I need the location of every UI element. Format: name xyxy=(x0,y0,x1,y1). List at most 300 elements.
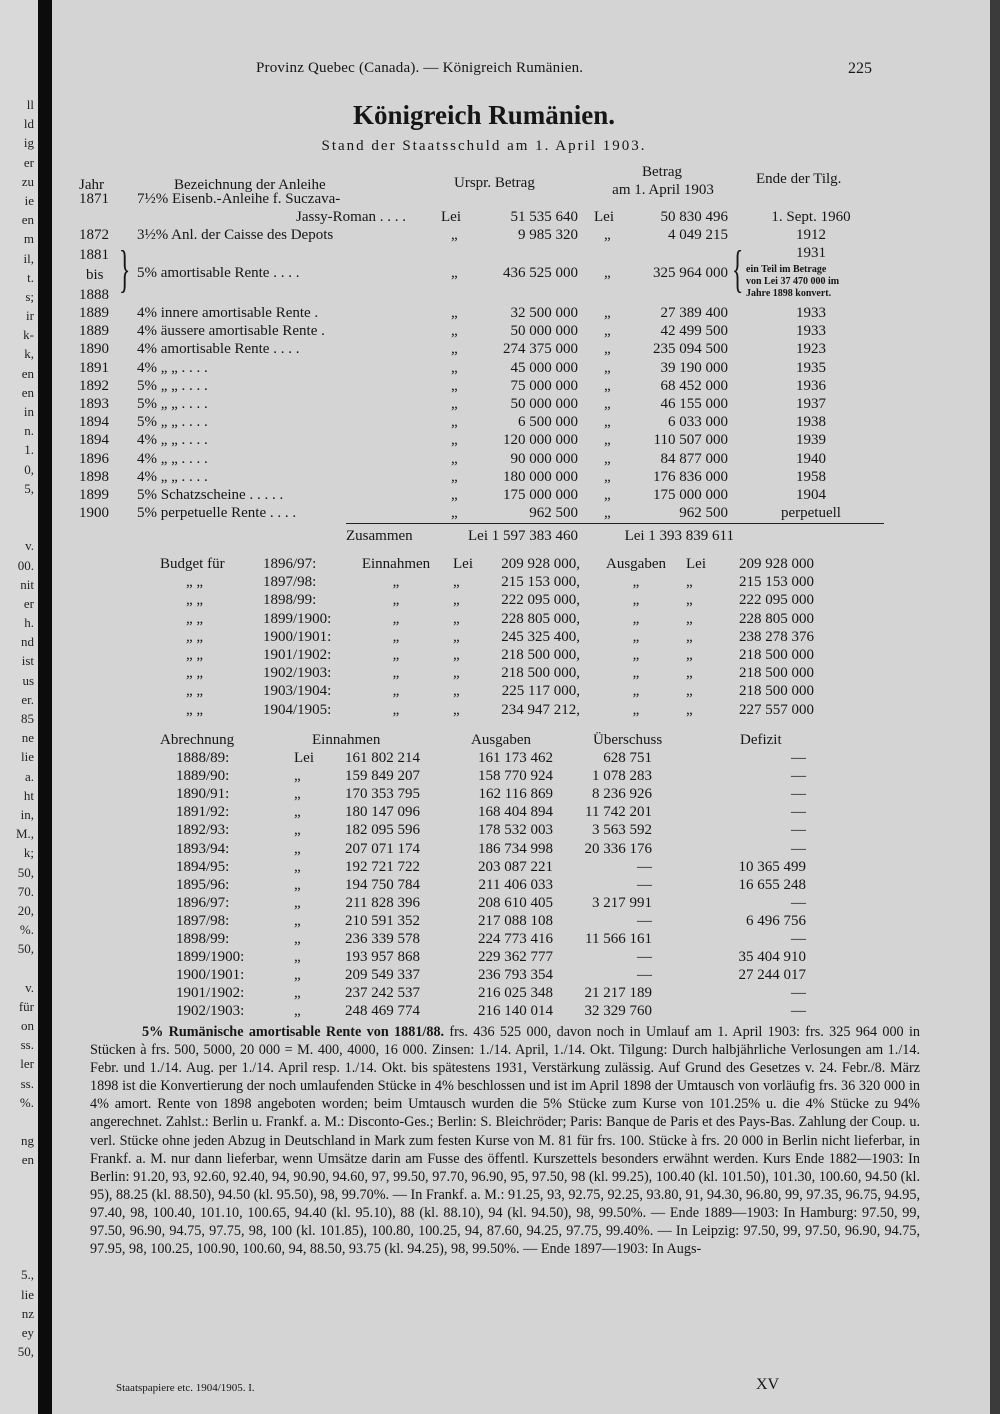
accounts-revenue: 170 353 795 xyxy=(345,786,420,803)
margin-fragment: h. xyxy=(24,615,34,631)
conversion-note-3: Jahre 1898 konvert. xyxy=(746,288,832,299)
col-header-expenses: Ausgaben xyxy=(471,732,531,748)
debt-row-designation: 5% „ „ . . . . xyxy=(137,396,208,412)
budget-revenue-label: „ xyxy=(392,647,400,663)
accounts-currency: „ xyxy=(294,786,301,803)
accounts-expenses: 186 734 998 xyxy=(478,840,553,857)
margin-fragment: ss. xyxy=(20,1037,34,1053)
debt-row-currency-2: „ xyxy=(604,468,611,485)
margin-fragment xyxy=(0,517,34,536)
debt-row-amount: 176 836 000 xyxy=(653,468,728,485)
budget-expenses: 238 278 376 xyxy=(739,628,814,645)
margin-fragment xyxy=(0,1208,34,1227)
budget-expenses-label: „ xyxy=(632,665,640,682)
brace-row-desc: 5% amortisable Rente . . . . xyxy=(137,265,300,281)
accounts-expenses: 224 773 416 xyxy=(478,931,553,947)
budget-ditto: „ „ xyxy=(186,610,204,627)
accounts-revenue: 237 242 537 xyxy=(345,985,420,1002)
budget-expenses-label: „ xyxy=(632,701,640,718)
margin-fragment: ht xyxy=(23,787,34,803)
debt-row-year: 1891 xyxy=(79,359,109,376)
budget-ditto: „ „ xyxy=(186,592,204,609)
debt-row-end: 1937 xyxy=(796,396,826,412)
accounts-currency: „ xyxy=(294,768,301,785)
debt-row-amount: 42 499 500 xyxy=(660,323,728,340)
budget-revenue-currency: „ xyxy=(453,701,460,718)
page-title: Königreich Rumänien. xyxy=(352,100,616,130)
accounts-deficit: 6 496 756 xyxy=(746,912,806,929)
budget-revenue-currency: „ xyxy=(453,592,460,609)
accounts-revenue: 207 071 174 xyxy=(345,840,420,857)
accounts-surplus: 8 236 926 xyxy=(592,786,652,803)
col-header-designation: Bezeichnung der Anleihe xyxy=(174,177,326,193)
margin-fragment: s; xyxy=(25,288,34,304)
accounts-expenses: 236 793 354 xyxy=(478,967,553,984)
col-header-year: Jahr xyxy=(79,177,104,193)
total-amount: Lei 1 393 839 611 xyxy=(624,528,734,544)
debt-row-currency: „ xyxy=(451,505,458,522)
budget-expenses-label: „ xyxy=(632,610,640,627)
budget-expenses: 228 805 000 xyxy=(739,610,814,627)
margin-fragment: ie xyxy=(24,192,34,208)
margin-fragment: m xyxy=(23,231,34,247)
debt-row-amount: 235 094 500 xyxy=(653,341,728,358)
brace-year-start: 1881 xyxy=(79,247,109,263)
previous-page-margin xyxy=(0,95,34,1361)
debt-row-currency: „ xyxy=(451,341,458,358)
debt-row-year: 1872 xyxy=(79,227,109,243)
margin-fragment: er. xyxy=(21,691,34,707)
accounts-expenses: 229 362 777 xyxy=(478,949,553,966)
accounts-surplus: 11 566 161 xyxy=(585,931,652,947)
accounts-revenue: 180 147 096 xyxy=(345,804,420,821)
paragraph-body: frs. 436 525 000, davon noch in Umlauf am 1. April 1903: frs. 325 964 000 in Stücken à frs. 500, 5000, 20 000 = M. 400, 4000, 16 000. Zinsen: 1./14. April, 1./14. Okt. Tilgung: Durch halbjährliche Verlosungen am 1./14. Febr. und 1./14. Aug. per 1./14. April resp. 1./14. Okt. bis spätestens 1931, Verstärkung zulässig. Auf Grund des Gesetzes v. 24. Febr./8. März 1898 ist die Konvertierung der noch umlaufenden Stücke in 4% beschlossen und ist im April 1898 der Umtausch von vorläufig frs. 36 320 000 in 4% amort. Rente von 1898 angeboten worden; beim Umtausch wurden die 5% Stücke zum Kurse von 101.25% u. die 4% Stücke zu 94% angerechnet. Zahlst.: Berlin u. Frankf. a. M.: Disconto-Ges.; Berlin: S. Bleichröder; Paris: Banque de Paris et des Pays-Bas. Zahlung der Coup. u. verl. Stücke ohne jeden Abzug in Deutschland in Mark zum festen Kurse von M. 81 für frs. 100. Stücke à frs. 20 000 in Berlin nicht lieferbar, in Frankf. a. M. nur dann lieferbar, wenn Umsätze darin am Fusse des öffentl. Kurszettels besonders erwähnt werden. Kurs Ende 1882—1903: In Berlin: 91.20, 93, 92.60, 92.40, 94, 90.90, 94.60, 97, 99.50, 97.70, 96.90, 95, 97.50, 98 (kl. 99.25), 100.40 (kl. 101.50), 101.30, 100.60, 94.50 (kl. 95), 88.25 (kl. 88.50), 94.50 (kl. 95.50), 98, 99.70%. — In Frankf. a. M.: 91.25, 93, 92.75, 92.25, 93.80, 91, 94.30, 96.80, 99, 97.35, 96.75, 94.95, 97.40, 98, 100.40, 101.10, 100.65, 94.40 (kl. 95.10), 88 (kl. 88.10), 94 (kl. 94.50), 98, 99.50%. — Ende 1889—1903: In Hamburg: 97.50, 99, 97.50, 96.90, 94.75, 97.75, 98, 100 (kl. 101.85), 100.80, 100.25, 94, 87.60, 94.25, 97.75, 99.40%. — In Leipzig: 97.50, 99, 97.50, 96.90, 94.75, 97.95, 98, 100.25, 100.90, 100.60, 94, 88.50, 93.75 (kl. 94.25), 98, 99.50%. — Ende 1897—1903: In Augs- xyxy=(90,1024,920,1258)
debt-row-year: 1894 xyxy=(79,432,109,449)
budget-expenses-currency: „ xyxy=(686,574,693,591)
debt-row-original: 274 375 000 xyxy=(503,341,578,358)
debt-row-original: 50 000 000 xyxy=(510,396,578,412)
col-header-amount-top: Betrag xyxy=(642,164,682,180)
margin-fragment: 5, xyxy=(24,480,34,496)
accounts-revenue: 211 828 396 xyxy=(345,894,420,911)
brace-row-amount: 325 964 000 xyxy=(653,265,728,281)
debt-row-designation: 4% „ „ . . . . xyxy=(137,450,208,467)
debt-row-end: 1958 xyxy=(796,468,826,485)
debt-row-currency-2: „ xyxy=(604,396,611,412)
debt-row-end: 1940 xyxy=(796,450,826,467)
accounts-period: 1892/93: xyxy=(176,822,230,839)
accounts-revenue: 193 957 868 xyxy=(345,949,420,966)
debt-row-currency: „ xyxy=(451,414,458,431)
accounts-revenue: 182 095 596 xyxy=(345,822,420,839)
debt-row-designation: 4% äussere amortisable Rente . xyxy=(137,323,325,340)
accounts-deficit: — xyxy=(791,1003,806,1020)
margin-fragment: 5., xyxy=(21,1267,34,1283)
accounts-deficit: — xyxy=(791,894,806,911)
margin-fragment: nit xyxy=(20,576,34,592)
accounts-expenses: 203 087 221 xyxy=(478,858,553,875)
margin-fragment: ng xyxy=(21,1133,34,1149)
margin-fragment: in xyxy=(23,404,34,419)
accounts-period: 1901/1902: xyxy=(176,985,245,1002)
accounts-currency: „ xyxy=(294,876,301,893)
debt-row-currency-2: Lei xyxy=(594,209,614,225)
accounts-currency: „ xyxy=(294,894,301,911)
debt-row-currency-2: „ xyxy=(604,359,611,376)
brace-year-mid: bis xyxy=(86,267,104,283)
budget-revenue-label: „ xyxy=(392,665,400,682)
budget-ditto: „ „ xyxy=(186,647,204,663)
accounts-surplus: — xyxy=(637,949,652,966)
budget-ditto: „ „ xyxy=(186,701,204,718)
accounts-deficit: 16 655 248 xyxy=(738,876,806,893)
debt-row-year: 1889 xyxy=(79,305,109,321)
debt-row-currency: „ xyxy=(451,432,458,449)
accounts-deficit: 10 365 499 xyxy=(738,858,806,875)
debt-row-year: 1893 xyxy=(79,396,109,412)
debt-row-designation: 5% perpetuelle Rente . . . . xyxy=(137,505,297,522)
debt-row-amount: 6 033 000 xyxy=(668,414,728,431)
debt-row-designation: Jassy-Roman . . . . xyxy=(296,209,406,225)
budget-revenue: 215 153 000, xyxy=(501,574,580,591)
budget-year: 1898/99: xyxy=(263,592,317,609)
accounts-period: 1899/1900: xyxy=(176,949,245,966)
budget-expenses: 218 500 000 xyxy=(739,683,814,700)
accounts-revenue: 159 849 207 xyxy=(345,768,420,785)
margin-fragment: %. xyxy=(19,1094,34,1110)
debt-row-currency-2: „ xyxy=(604,414,611,431)
budget-revenue-currency: „ xyxy=(453,574,460,591)
budget-year: 1903/1904: xyxy=(263,683,332,700)
budget-revenue: 209 928 000, xyxy=(501,556,580,572)
accounts-currency: „ xyxy=(294,1003,301,1020)
debt-row-currency-2: „ xyxy=(604,341,611,358)
budget-revenue: 245 325 400, xyxy=(501,628,580,645)
accounts-deficit: — xyxy=(791,822,806,839)
debt-row-currency-2: „ xyxy=(604,323,611,340)
debt-row-year: 1896 xyxy=(79,450,109,467)
col-header-end: Ende der Tilg. xyxy=(756,171,842,187)
accounts-surplus: 1 078 283 xyxy=(592,768,652,785)
debt-row-designation: 5% Schatzscheine . . . . . xyxy=(137,487,284,503)
debt-row-end: 1938 xyxy=(796,414,826,431)
debt-row-designation: 5% „ „ . . . . xyxy=(137,414,208,431)
debt-row-amount: 27 389 400 xyxy=(660,305,728,321)
margin-fragment: ld xyxy=(23,116,34,132)
accounts-surplus: 21 217 189 xyxy=(584,985,652,1002)
debt-row-original: 120 000 000 xyxy=(503,432,578,449)
accounts-revenue: 210 591 352 xyxy=(345,912,420,929)
margin-fragment xyxy=(0,1112,34,1131)
margin-fragment: ig xyxy=(23,135,34,151)
brace-row-end: 1931 xyxy=(796,245,826,261)
rente-paragraph xyxy=(90,1023,920,1258)
accounts-expenses: 208 610 405 xyxy=(478,894,553,911)
debt-row-currency-2: „ xyxy=(604,227,611,243)
debt-row-original: 6 500 000 xyxy=(518,414,578,431)
accounts-surplus: — xyxy=(637,858,652,875)
debt-row-currency-2: „ xyxy=(604,305,611,321)
debt-row-end: 1. Sept. 1960 xyxy=(771,209,851,225)
accounts-surplus: 3 563 592 xyxy=(592,822,652,839)
accounts-currency: „ xyxy=(294,840,301,857)
col-header-surplus: Überschuss xyxy=(593,732,663,748)
paragraph-heading: 5% Rumänische amortisable Rente von 1881/88. xyxy=(142,1024,445,1040)
accounts-expenses: 217 088 108 xyxy=(478,912,553,929)
budget-revenue-label: „ xyxy=(392,592,400,609)
debt-row-currency: „ xyxy=(451,377,458,394)
col-header-revenue: Einnahmen xyxy=(312,732,381,748)
margin-fragment xyxy=(0,1227,34,1246)
accounts-revenue: 236 339 578 xyxy=(345,931,420,947)
debt-row-end: 1939 xyxy=(796,432,826,449)
accounts-expenses: 158 770 924 xyxy=(478,768,553,785)
debt-row-end: 1933 xyxy=(796,323,826,340)
debt-row-currency: „ xyxy=(451,359,458,376)
debt-row-currency: Lei xyxy=(441,209,461,225)
debt-row-original: 75 000 000 xyxy=(510,377,578,394)
margin-fragment: 85 xyxy=(21,711,34,726)
budget-expenses-label: „ xyxy=(632,647,640,663)
accounts-period: 1891/92: xyxy=(176,804,230,821)
budget-year: 1899/1900: xyxy=(263,610,332,627)
document-page xyxy=(56,0,986,1414)
debt-row-end: 1935 xyxy=(796,359,826,376)
footer-signature: XV xyxy=(756,1376,780,1393)
debt-row-designation: 4% „ „ . . . . xyxy=(137,432,208,449)
margin-fragment: ss. xyxy=(20,1075,34,1091)
accounts-surplus: — xyxy=(637,967,652,984)
budget-expenses-currency: „ xyxy=(686,647,693,663)
accounts-surplus: 3 217 991 xyxy=(592,894,652,911)
debt-row-year: 1890 xyxy=(79,341,109,358)
margin-fragment: ler xyxy=(20,1056,34,1072)
debt-row-currency: „ xyxy=(451,227,458,243)
debt-row-currency: „ xyxy=(451,396,458,412)
margin-fragment xyxy=(0,1170,34,1189)
budget-expenses-label: „ xyxy=(632,574,640,591)
margin-fragment: 50, xyxy=(17,941,34,957)
total-label: Zusammen xyxy=(346,528,413,544)
total-rule xyxy=(346,523,884,524)
accounts-expenses: 161 173 462 xyxy=(478,750,553,766)
margin-fragment: lie xyxy=(21,749,34,765)
debt-row-end: 1936 xyxy=(796,377,826,394)
debt-row-end: 1912 xyxy=(796,227,826,243)
accounts-expenses: 211 406 033 xyxy=(478,876,553,893)
debt-row-end: 1933 xyxy=(796,305,826,321)
accounts-period: 1896/97: xyxy=(176,894,230,911)
accounts-surplus: — xyxy=(637,912,652,929)
debt-row-currency-2: „ xyxy=(604,450,611,467)
budget-revenue-label: „ xyxy=(392,574,400,591)
margin-fragment: on xyxy=(21,1018,34,1033)
debt-row-year: 1889 xyxy=(79,323,109,340)
budget-expenses: 209 928 000 xyxy=(739,556,814,572)
margin-fragment: 50, xyxy=(17,864,34,880)
budget-revenue-label: „ xyxy=(392,683,400,700)
debt-row-currency-2: „ xyxy=(604,432,611,449)
margin-fragment: nz xyxy=(21,1305,34,1321)
budget-revenue-label: „ xyxy=(392,701,400,718)
debt-row-amount: 110 507 000 xyxy=(653,432,728,449)
accounts-surplus: 11 742 201 xyxy=(585,804,652,821)
budget-expenses-currency: „ xyxy=(686,610,693,627)
debt-row-currency-2: „ xyxy=(604,505,611,522)
accounts-deficit: — xyxy=(791,985,806,1002)
debt-row-designation: 4% innere amortisable Rente . xyxy=(137,305,319,321)
budget-expenses-currency: „ xyxy=(686,701,693,718)
book-gutter xyxy=(38,0,52,1414)
margin-fragment: in, xyxy=(20,806,34,822)
budget-revenue: 218 500 000, xyxy=(501,647,580,663)
budget-expenses: 215 153 000 xyxy=(739,574,814,591)
accounts-period: 1898/99: xyxy=(176,931,230,947)
accounts-expenses: 178 532 003 xyxy=(478,822,553,839)
margin-fragment: 50, xyxy=(17,1344,34,1360)
debt-row-original: 175 000 000 xyxy=(503,487,578,503)
debt-row-amount: 50 830 496 xyxy=(660,209,728,225)
accounts-deficit: 27 244 017 xyxy=(738,967,806,984)
page-number: 225 xyxy=(848,60,872,77)
debt-row-end: 1923 xyxy=(796,341,826,358)
debt-row-end: 1904 xyxy=(796,487,826,503)
margin-fragment: zu xyxy=(21,173,34,189)
budget-expenses: 227 557 000 xyxy=(739,701,814,718)
accounts-revenue: 209 549 337 xyxy=(345,967,420,984)
margin-fragment: il, xyxy=(23,250,34,266)
debt-row-currency: „ xyxy=(451,487,458,503)
accounts-currency: „ xyxy=(294,912,301,929)
accounts-currency: „ xyxy=(294,858,301,875)
budget-expenses-currency: Lei xyxy=(686,556,706,572)
margin-fragment xyxy=(0,498,34,517)
margin-fragment: M., xyxy=(15,826,34,842)
budget-revenue: 225 117 000, xyxy=(501,683,580,700)
debt-row-amount: 962 500 xyxy=(679,505,728,522)
debt-row-year: 1898 xyxy=(79,468,109,485)
accounts-deficit: — xyxy=(791,840,806,857)
accounts-deficit: — xyxy=(791,750,806,766)
budget-revenue-label: „ xyxy=(392,628,400,645)
accounts-expenses: 216 025 348 xyxy=(478,985,553,1002)
conversion-note-1: ein Teil im Betrage xyxy=(746,264,827,275)
debt-row-designation: 5% „ „ . . . . xyxy=(137,377,208,394)
col-header-period: Abrechnung xyxy=(160,732,235,748)
debt-row-original: 51 535 640 xyxy=(510,209,578,225)
debt-row-currency: „ xyxy=(451,305,458,321)
debt-row-original: 90 000 000 xyxy=(510,450,578,467)
budget-revenue-currency: „ xyxy=(453,665,460,682)
brace-row-currency-2: „ xyxy=(604,265,611,281)
budget-ditto: „ „ xyxy=(186,574,204,591)
margin-fragment: en xyxy=(21,384,34,400)
margin-fragment xyxy=(0,1189,34,1208)
col-header-original: Urspr. Betrag xyxy=(454,175,535,191)
right-curly-brace: } xyxy=(119,241,131,298)
accounts-currency: „ xyxy=(294,822,301,839)
page-subtitle: Stand der Staatsschuld am 1. April 1903. xyxy=(321,138,647,154)
budget-year: 1904/1905: xyxy=(263,701,332,718)
budget-ditto: „ „ xyxy=(186,628,204,645)
scan-edge-right xyxy=(990,0,1000,1414)
margin-fragment: er xyxy=(23,154,34,170)
margin-fragment: k- xyxy=(23,327,34,343)
debt-row-designation: 4% amortisable Rente . . . . xyxy=(137,341,300,358)
margin-fragment: v. xyxy=(25,538,34,554)
brace-year-end: 1888 xyxy=(79,287,109,303)
accounts-period: 1890/91: xyxy=(176,786,230,803)
debt-row-currency: „ xyxy=(451,450,458,467)
accounts-period: 1893/94: xyxy=(176,840,230,857)
accounts-deficit: — xyxy=(791,804,806,821)
margin-fragment: %. xyxy=(19,922,34,938)
budget-revenue-currency: „ xyxy=(453,683,460,700)
accounts-period: 1895/96: xyxy=(176,876,230,893)
budget-revenue: 222 095 000, xyxy=(501,592,580,609)
accounts-period: 1902/1903: xyxy=(176,1003,245,1020)
accounts-deficit: 35 404 910 xyxy=(738,949,806,966)
accounts-surplus: 628 751 xyxy=(603,750,652,766)
debt-row-designation: 3½% Anl. der Caisse des Depots xyxy=(137,227,334,243)
accounts-deficit: — xyxy=(791,786,806,803)
accounts-revenue: 192 721 722 xyxy=(345,858,420,875)
debt-row-designation: 4% „ „ . . . . xyxy=(137,468,208,485)
debt-row-original: 32 500 000 xyxy=(510,305,578,321)
debt-row-original: 9 985 320 xyxy=(518,227,578,243)
total-original: Lei 1 597 383 460 xyxy=(468,528,578,544)
margin-fragment: ir xyxy=(26,308,34,324)
margin-fragment: 00. xyxy=(17,557,34,573)
margin-fragment xyxy=(0,1246,34,1265)
running-header: Provinz Quebec (Canada). — Königreich Rumänien. xyxy=(256,60,584,76)
accounts-expenses: 168 404 894 xyxy=(478,804,553,821)
budget-expenses-label: „ xyxy=(632,592,640,609)
budget-expenses-label: „ xyxy=(632,628,640,645)
accounts-currency: „ xyxy=(294,985,301,1002)
accounts-currency: Lei xyxy=(294,750,314,766)
margin-fragment: en xyxy=(21,1152,34,1168)
left-curly-brace: { xyxy=(732,241,744,298)
accounts-currency: „ xyxy=(294,949,301,966)
budget-expenses: 218 500 000 xyxy=(739,647,814,663)
budget-revenue: 218 500 000, xyxy=(501,665,580,682)
accounts-period: 1889/90: xyxy=(176,768,230,785)
margin-fragment: ne xyxy=(21,730,34,746)
debt-row-designation: 4% „ „ . . . . xyxy=(137,359,208,376)
debt-row-currency-2: „ xyxy=(604,377,611,394)
budget-expenses-label: „ xyxy=(632,683,640,700)
budget-year: 1897/98: xyxy=(263,574,317,591)
budget-expenses: 218 500 000 xyxy=(739,665,814,682)
budget-year: 1902/1903: xyxy=(263,665,332,682)
accounts-expenses: 162 116 869 xyxy=(478,786,553,803)
debt-row-currency-2: „ xyxy=(604,487,611,503)
margin-fragment: ll xyxy=(26,97,34,112)
accounts-currency: „ xyxy=(294,931,301,947)
accounts-surplus: 20 336 176 xyxy=(584,840,652,857)
budget-year: 1901/1902: xyxy=(263,647,332,663)
debt-row-end: perpetuell xyxy=(781,505,841,522)
margin-fragment: en xyxy=(21,212,34,228)
margin-fragment: a. xyxy=(24,768,34,784)
debt-row-original: 45 000 000 xyxy=(510,359,578,376)
col-header-deficit: Defizit xyxy=(740,732,782,748)
budget-expenses: 222 095 000 xyxy=(739,592,814,609)
margin-fragment: 0, xyxy=(24,461,34,477)
budget-revenue-label: „ xyxy=(392,610,400,627)
budget-expenses-currency: „ xyxy=(686,628,693,645)
